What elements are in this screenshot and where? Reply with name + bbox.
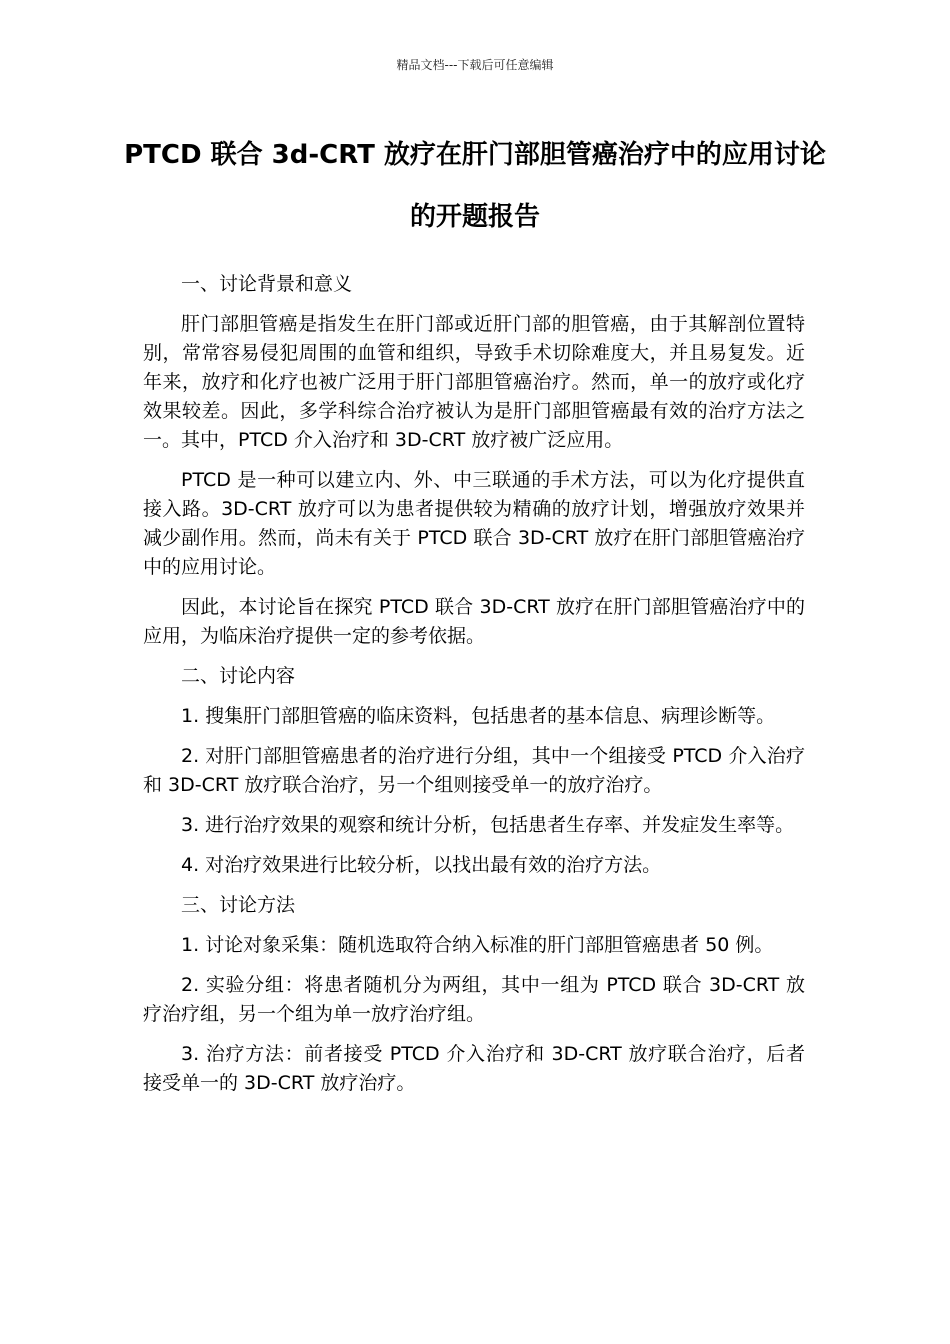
paragraph: 因此，本讨论旨在探究 PTCD 联合 3D-CRT 放疗在肝门部胆管癌治疗中的应用，为临床治疗提供一定的参考依据。 [143,596,805,647]
list-item: 1. 讨论对象采集：随机选取符合纳入标准的肝门部胆管癌患者 50 例。 [181,934,774,956]
document-title: PTCD 联合 3d-CRT 放疗在肝门部胆管癌治疗中的应用讨论的开题报告 [124,140,826,232]
paragraph: PTCD 是一种可以建立内、外、中三联通的手术方法，可以为化疗提供直接入路。3D-CRT 放疗可以为患者提供较为精确的放疗计划，增强放疗效果并减少副作用。然而，尚未有关于 PTCD 联合 3D-CRT 放疗在肝门部胆管癌治疗中的应用讨论。 [143,469,805,578]
paragraph: 肝门部胆管癌是指发生在肝门部或近肝门部的胆管癌，由于其解剖位置特别，常常容易侵犯周围的血管和组织，导致手术切除难度大，并且易复发。近年来，放疗和化疗也被广泛用于肝门部胆管癌治疗。然而，单一的放疗或化疗效果较差。因此，多学科综合治疗被认为是肝门部胆管癌最有效的治疗方法之一。其中，PTCD 介入治疗和 3D-CRT 放疗被广泛应用。 [143,313,805,451]
list-item: 3. 治疗方法：前者接受 PTCD 介入治疗和 3D-CRT 放疗联合治疗，后者接受单一的 3D-CRT 放疗治疗。 [143,1043,805,1094]
list-item: 3. 进行治疗效果的观察和统计分析，包括患者生存率、并发症发生率等。 [181,814,795,836]
list-item: 2. 对肝门部胆管癌患者的治疗进行分组，其中一个组接受 PTCD 介入治疗和 3D-CRT 放疗联合治疗，另一个组则接受单一的放疗治疗。 [143,745,805,796]
document-body [143,270,805,1109]
list-item: 1. 搜集肝门部胆管癌的临床资料，包括患者的基本信息、病理诊断等。 [181,705,776,727]
section-heading-methods: 三、讨论方法 [181,894,296,916]
section-heading-background: 一、讨论背景和意义 [181,273,353,295]
section-heading-content: 二、讨论内容 [181,665,296,687]
list-item: 2. 实验分组：将患者随机分为两组，其中一组为 PTCD 联合 3D-CRT 放疗治疗组，另一个组为单一放疗治疗组。 [143,974,805,1025]
list-item: 4. 对治疗效果进行比较分析，以找出最有效的治疗方法。 [181,854,662,876]
header-note: 精品文档---下载后可任意编辑 [396,58,554,72]
